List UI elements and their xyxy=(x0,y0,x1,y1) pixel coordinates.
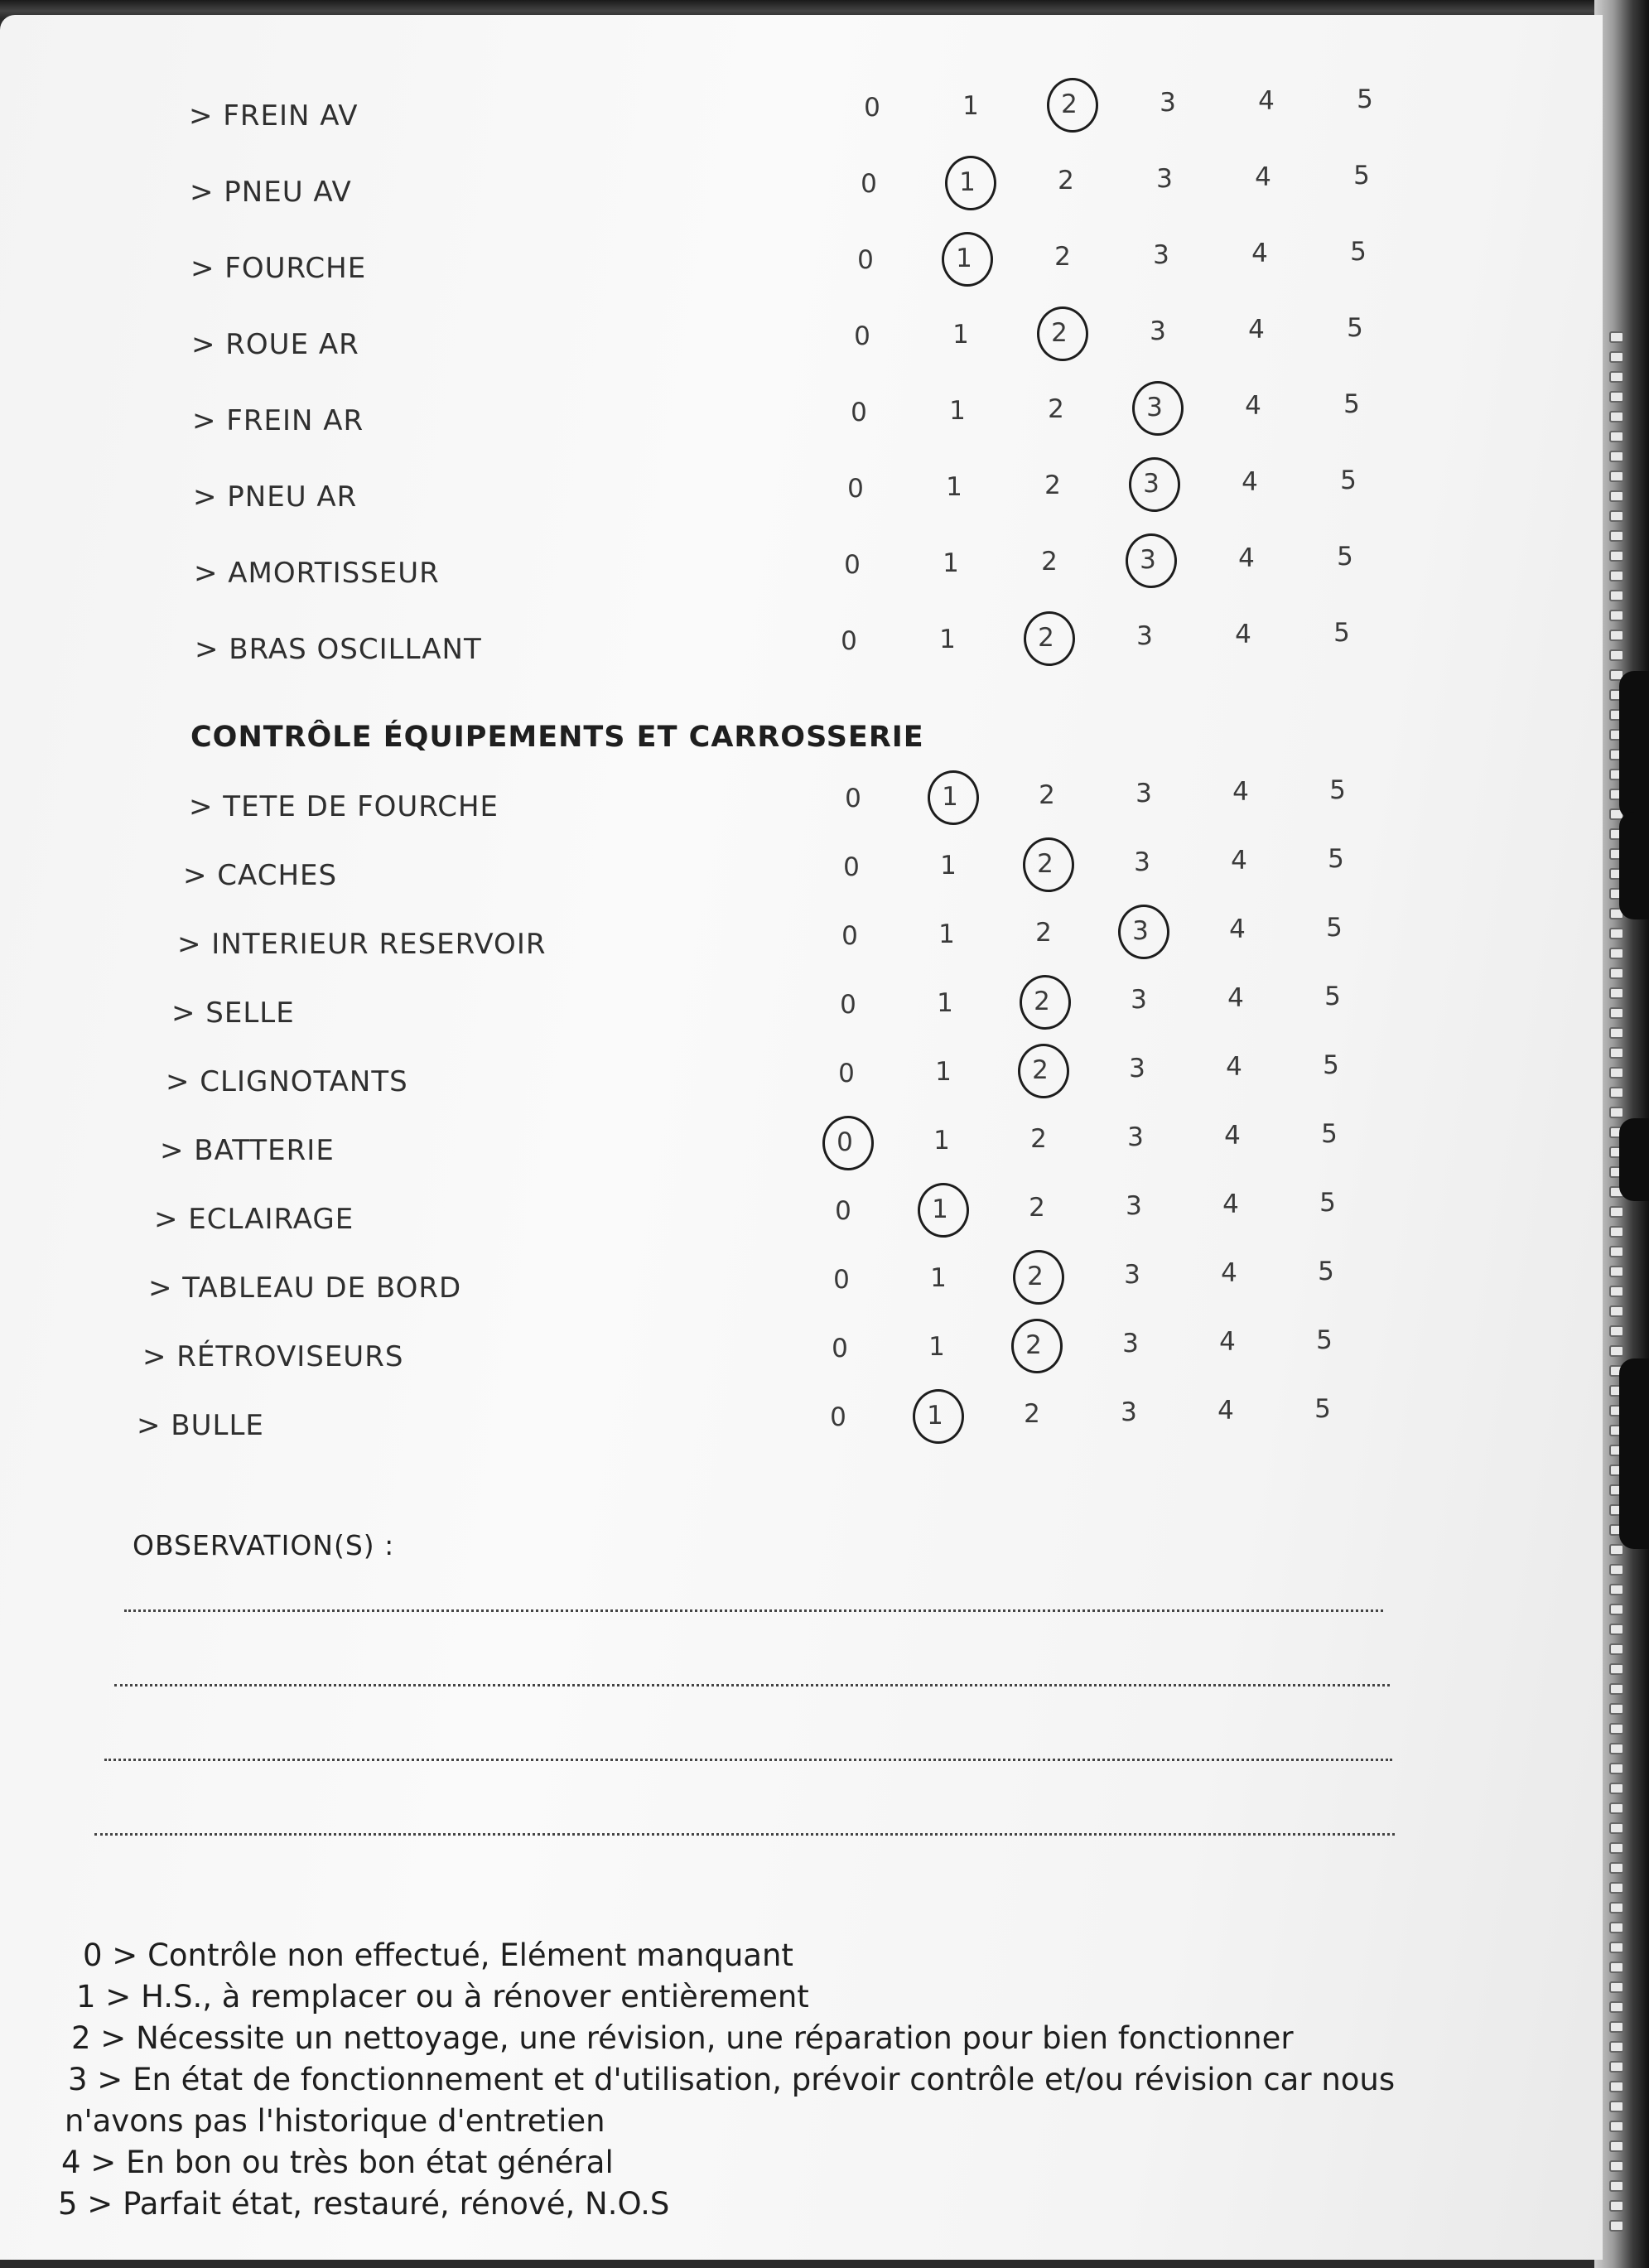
binder-perforation xyxy=(1609,1047,1624,1059)
binder-perforation xyxy=(1609,1723,1624,1735)
score-option[interactable]: 2 xyxy=(1058,166,1074,195)
binder-perforation xyxy=(1609,1107,1624,1118)
score-option-selected[interactable]: 1 xyxy=(938,167,996,197)
score-option-selected[interactable]: 2 xyxy=(1016,849,1074,879)
binder-perforation xyxy=(1609,1683,1624,1695)
score-option[interactable]: 4 xyxy=(1217,1396,1234,1426)
score-option[interactable]: 0 xyxy=(833,1265,850,1295)
score-option[interactable]: 2 xyxy=(1054,242,1071,272)
binder-perforation xyxy=(1609,1564,1624,1576)
binder-perforation xyxy=(1609,649,1624,661)
score-option[interactable]: 3 xyxy=(1124,1260,1140,1290)
score-option[interactable]: 5 xyxy=(1329,775,1346,805)
score-option[interactable]: 5 xyxy=(1337,542,1353,572)
binder-perforation xyxy=(1609,331,1624,343)
checklist-item-label: > CLIGNOTANTS xyxy=(166,1065,408,1098)
score-option-selected[interactable]: 3 xyxy=(1122,469,1180,499)
binder-perforation xyxy=(1609,1703,1624,1715)
score-option[interactable]: 4 xyxy=(1231,846,1247,876)
score-option[interactable]: 3 xyxy=(1156,164,1173,194)
score-option[interactable]: 5 xyxy=(1333,618,1350,648)
score-option[interactable]: 2 xyxy=(1029,1193,1045,1223)
score-option[interactable]: 4 xyxy=(1221,1258,1237,1288)
checklist-item-label: > AMORTISSEUR xyxy=(194,557,440,590)
legend-line: 1 > H.S., à remplacer ou à rénover entièrement xyxy=(76,1979,809,2015)
score-option[interactable]: 4 xyxy=(1242,467,1258,497)
checklist-item-label: > PNEU AV xyxy=(190,176,352,209)
score-option[interactable]: 3 xyxy=(1136,621,1153,651)
score-option[interactable]: 1 xyxy=(943,548,959,578)
score-option[interactable]: 0 xyxy=(835,1196,851,1226)
binder-perforation xyxy=(1609,1842,1624,1854)
score-option[interactable]: 3 xyxy=(1129,1054,1145,1083)
score-option[interactable]: 2 xyxy=(1048,394,1064,424)
checklist-item-label: > PNEU AR xyxy=(193,480,358,514)
score-option[interactable]: 1 xyxy=(933,1126,950,1156)
checklist-item-label: > TETE DE FOURCHE xyxy=(189,790,499,823)
binder-perforation xyxy=(1609,2041,1624,2053)
score-option-selected[interactable]: 0 xyxy=(816,1127,874,1157)
legend-line: 5 > Parfait état, restauré, rénové, N.O.S xyxy=(58,2186,670,2222)
binder-perforation xyxy=(1609,1305,1624,1317)
score-option[interactable]: 4 xyxy=(1248,315,1265,345)
binder-perforation xyxy=(1609,490,1624,502)
score-option[interactable]: 0 xyxy=(840,990,856,1020)
score-option[interactable]: 5 xyxy=(1340,466,1357,495)
score-option[interactable]: 5 xyxy=(1353,161,1370,191)
score-option[interactable]: 0 xyxy=(861,169,877,199)
score-option-selected[interactable]: 2 xyxy=(1013,987,1071,1016)
score-option[interactable]: 1 xyxy=(937,988,953,1018)
binder-perforation xyxy=(1609,1822,1624,1834)
score-option-selected[interactable]: 1 xyxy=(906,1401,964,1431)
score-option[interactable]: 4 xyxy=(1219,1327,1236,1357)
score-option[interactable]: 0 xyxy=(857,245,874,275)
score-option[interactable]: 5 xyxy=(1319,1188,1336,1218)
score-option[interactable]: 0 xyxy=(830,1402,846,1432)
binder-ring-hole xyxy=(1619,1118,1649,1201)
binder-perforation xyxy=(1609,1882,1624,1894)
score-option[interactable]: 1 xyxy=(939,625,956,654)
binder-perforation xyxy=(1609,1802,1624,1814)
checklist-item-label: > FREIN AV xyxy=(189,99,359,133)
binder-perforation xyxy=(1609,411,1624,422)
score-option-selected[interactable]: 3 xyxy=(1119,545,1177,575)
binder-perforation xyxy=(1609,550,1624,562)
binder-perforation xyxy=(1609,431,1624,442)
score-option[interactable]: 5 xyxy=(1350,237,1367,267)
binder-perforation xyxy=(1609,351,1624,363)
binder-perforation xyxy=(1609,2021,1624,2033)
binder-perforation xyxy=(1609,2160,1624,2172)
binder-perforation xyxy=(1609,1246,1624,1257)
score-option[interactable]: 1 xyxy=(962,91,979,121)
binder-ring-hole xyxy=(1619,1358,1649,1549)
binder-perforation xyxy=(1609,371,1624,383)
binder-perforation xyxy=(1609,610,1624,621)
score-option[interactable]: 2 xyxy=(1041,547,1058,577)
binder-perforation xyxy=(1609,1027,1624,1039)
score-option[interactable]: 1 xyxy=(949,396,966,426)
score-option[interactable]: 2 xyxy=(1030,1124,1047,1154)
legend-line: 4 > En bon ou très bon état général xyxy=(61,2145,614,2180)
binder-perforation xyxy=(1609,2180,1624,2192)
binder-perforation xyxy=(1609,1942,1624,1953)
binder-perforation xyxy=(1609,1206,1624,1218)
score-option[interactable]: 4 xyxy=(1258,86,1275,116)
score-option[interactable]: 0 xyxy=(841,626,857,656)
score-option[interactable]: 0 xyxy=(843,852,860,882)
observation-line[interactable] xyxy=(114,1684,1390,1687)
score-option[interactable]: 4 xyxy=(1251,239,1268,268)
binder-perforation xyxy=(1609,2200,1624,2212)
binder-perforation xyxy=(1609,2081,1624,2092)
score-option[interactable]: 4 xyxy=(1222,1189,1239,1219)
binder-perforation xyxy=(1609,590,1624,601)
legend-line: 0 > Contrôle non effectué, Elément manquant xyxy=(83,1937,793,1973)
score-option[interactable]: 5 xyxy=(1318,1257,1334,1286)
binder-perforation xyxy=(1609,1624,1624,1635)
binder-perforation xyxy=(1609,2140,1624,2152)
score-option[interactable]: 5 xyxy=(1328,844,1344,874)
score-option[interactable]: 5 xyxy=(1314,1394,1331,1424)
binder-perforation xyxy=(1609,1763,1624,1774)
score-option[interactable]: 4 xyxy=(1224,1121,1241,1151)
binder-perforation xyxy=(1609,2220,1624,2232)
binder-perforation xyxy=(1609,630,1624,641)
binder-perforation xyxy=(1609,1325,1624,1337)
score-option[interactable]: 5 xyxy=(1326,913,1343,943)
score-option[interactable]: 0 xyxy=(844,550,861,580)
score-option[interactable]: 4 xyxy=(1232,777,1249,807)
score-option[interactable]: 3 xyxy=(1153,240,1169,270)
checklist-item-label: > ECLAIRAGE xyxy=(154,1203,354,1236)
score-option[interactable]: 3 xyxy=(1121,1397,1137,1427)
score-option[interactable]: 0 xyxy=(851,398,867,427)
score-option[interactable]: 2 xyxy=(1035,918,1052,948)
score-option[interactable]: 0 xyxy=(845,784,861,813)
binder-perforation xyxy=(1609,2121,1624,2132)
binder-perforation xyxy=(1609,391,1624,403)
score-option[interactable]: 0 xyxy=(864,93,880,123)
observation-line[interactable] xyxy=(94,1833,1395,1836)
score-option-selected[interactable]: 2 xyxy=(1017,623,1075,653)
score-option-selected[interactable]: 2 xyxy=(1006,1262,1064,1291)
section-title-equipment: CONTRÔLE ÉQUIPEMENTS ET CARROSSERIE xyxy=(190,721,924,754)
binder-ring-hole xyxy=(1619,812,1649,919)
binder-perforation xyxy=(1609,530,1624,542)
score-option[interactable]: 3 xyxy=(1131,985,1147,1015)
observations-title: OBSERVATION(S) : xyxy=(133,1529,395,1561)
binder-perforation xyxy=(1609,1286,1624,1297)
score-option[interactable]: 4 xyxy=(1235,620,1251,649)
binder-perforation xyxy=(1609,948,1624,959)
score-option[interactable]: 5 xyxy=(1321,1119,1338,1149)
binder-perforation xyxy=(1609,968,1624,979)
binder-perforation xyxy=(1609,1862,1624,1874)
score-option[interactable]: 5 xyxy=(1357,84,1373,114)
binder-perforation xyxy=(1609,1087,1624,1098)
score-option-selected[interactable]: 2 xyxy=(1011,1055,1069,1085)
score-option[interactable]: 1 xyxy=(940,851,957,881)
checklist-item-label: > CACHES xyxy=(183,859,338,892)
score-option-selected[interactable]: 2 xyxy=(1030,318,1088,348)
score-option[interactable]: 1 xyxy=(938,919,955,949)
checklist-item-label: > INTERIEUR RESERVOIR xyxy=(177,928,547,961)
score-option[interactable]: 5 xyxy=(1316,1325,1333,1355)
score-option[interactable]: 3 xyxy=(1122,1329,1139,1358)
binder-perforation xyxy=(1609,2001,1624,2013)
binder-perforation xyxy=(1609,570,1624,581)
binder-perforation xyxy=(1609,1962,1624,1973)
score-option-selected[interactable]: 3 xyxy=(1111,916,1169,946)
binder-perforation xyxy=(1609,2061,1624,2073)
checklist-item-label: > BULLE xyxy=(137,1409,264,1442)
checklist-item-label: > RÉTROVISEURS xyxy=(142,1340,404,1373)
score-option[interactable]: 1 xyxy=(946,472,962,502)
binder-ring-hole xyxy=(1619,671,1649,820)
score-option[interactable]: 1 xyxy=(930,1263,947,1293)
score-option[interactable]: 2 xyxy=(1044,470,1061,500)
score-option[interactable]: 0 xyxy=(854,321,870,351)
score-option[interactable]: 2 xyxy=(1039,780,1055,810)
legend-line: 2 > Nécessite un nettoyage, une révision, une réparation pour bien fonctionner xyxy=(71,2020,1294,2056)
score-option[interactable]: 3 xyxy=(1160,88,1176,118)
score-option[interactable]: 0 xyxy=(838,1059,855,1088)
score-option[interactable]: 1 xyxy=(935,1057,952,1087)
binder-perforation xyxy=(1609,2101,1624,2112)
checklist-item-label: > TABLEAU DE BORD xyxy=(148,1272,462,1305)
binder-perforation xyxy=(1609,510,1624,522)
score-option[interactable]: 5 xyxy=(1324,982,1341,1011)
binder-perforation xyxy=(1609,1266,1624,1277)
binder-perforation xyxy=(1609,1544,1624,1556)
score-option[interactable]: 4 xyxy=(1229,914,1246,944)
score-option-selected[interactable]: 1 xyxy=(921,782,979,812)
binder-perforation xyxy=(1609,1007,1624,1019)
score-option[interactable]: 5 xyxy=(1323,1050,1339,1080)
binder-perforation xyxy=(1609,1226,1624,1238)
legend-line: 3 > En état de fonctionnement et d'utilisation, prévoir contrôle et/ou révision car nous xyxy=(68,2062,1396,2097)
binder-perforation xyxy=(1609,928,1624,939)
binder-perforation xyxy=(1609,1743,1624,1754)
score-option[interactable]: 1 xyxy=(928,1332,945,1362)
score-option-selected[interactable]: 3 xyxy=(1126,393,1184,422)
checklist-item-label: > BRAS OSCILLANT xyxy=(195,633,482,666)
rating-legend xyxy=(58,1935,1466,2225)
binder-perforation xyxy=(1609,1902,1624,1913)
score-option[interactable]: 4 xyxy=(1227,983,1244,1013)
score-option[interactable]: 4 xyxy=(1245,391,1261,421)
binder-perforation xyxy=(1609,987,1624,999)
checklist-item-label: > BATTERIE xyxy=(160,1134,335,1167)
score-option[interactable]: 4 xyxy=(1255,162,1271,192)
binder-perforation xyxy=(1609,1922,1624,1933)
legend-line: n'avons pas l'historique d'entretien xyxy=(65,2103,605,2139)
score-option-selected[interactable]: 2 xyxy=(1040,89,1098,119)
score-option[interactable]: 3 xyxy=(1126,1191,1142,1221)
score-option[interactable]: 4 xyxy=(1238,543,1255,573)
checklist-item-label: > SELLE xyxy=(171,996,295,1030)
score-option[interactable]: 3 xyxy=(1127,1122,1144,1152)
checklist-item-label: > FREIN AR xyxy=(192,404,364,437)
checklist-item-label: > FOURCHE xyxy=(190,252,367,285)
binder-perforation xyxy=(1609,1345,1624,1357)
score-option[interactable]: 5 xyxy=(1343,389,1360,419)
binder-perforation xyxy=(1609,1643,1624,1655)
observation-line[interactable] xyxy=(104,1759,1392,1761)
inspection-sheet xyxy=(0,15,1603,2260)
binder-perforation xyxy=(1609,1584,1624,1595)
score-option[interactable]: 3 xyxy=(1135,779,1152,808)
binder-perforation xyxy=(1609,1981,1624,1993)
score-option-selected[interactable]: 2 xyxy=(1005,1330,1063,1360)
score-option-selected[interactable]: 1 xyxy=(911,1194,969,1224)
binder-perforation xyxy=(1609,1783,1624,1794)
score-option-selected[interactable]: 1 xyxy=(935,244,993,273)
score-option[interactable]: 0 xyxy=(847,474,864,504)
score-option[interactable]: 5 xyxy=(1347,313,1363,343)
checklist-item-label: > ROUE AR xyxy=(191,328,359,361)
score-option[interactable]: 1 xyxy=(952,320,969,350)
binder-perforation xyxy=(1609,1067,1624,1079)
score-option[interactable]: 3 xyxy=(1150,316,1166,346)
score-option[interactable]: 0 xyxy=(832,1334,848,1363)
score-option[interactable]: 2 xyxy=(1024,1399,1040,1429)
binder-perforation xyxy=(1609,470,1624,482)
binder-perforation xyxy=(1609,1663,1624,1675)
observation-line[interactable] xyxy=(124,1609,1383,1612)
binder-perforation xyxy=(1609,451,1624,462)
score-option[interactable]: 0 xyxy=(841,921,858,951)
binder-perforation xyxy=(1609,1604,1624,1615)
score-option[interactable]: 4 xyxy=(1226,1052,1242,1082)
score-option[interactable]: 3 xyxy=(1134,847,1150,877)
